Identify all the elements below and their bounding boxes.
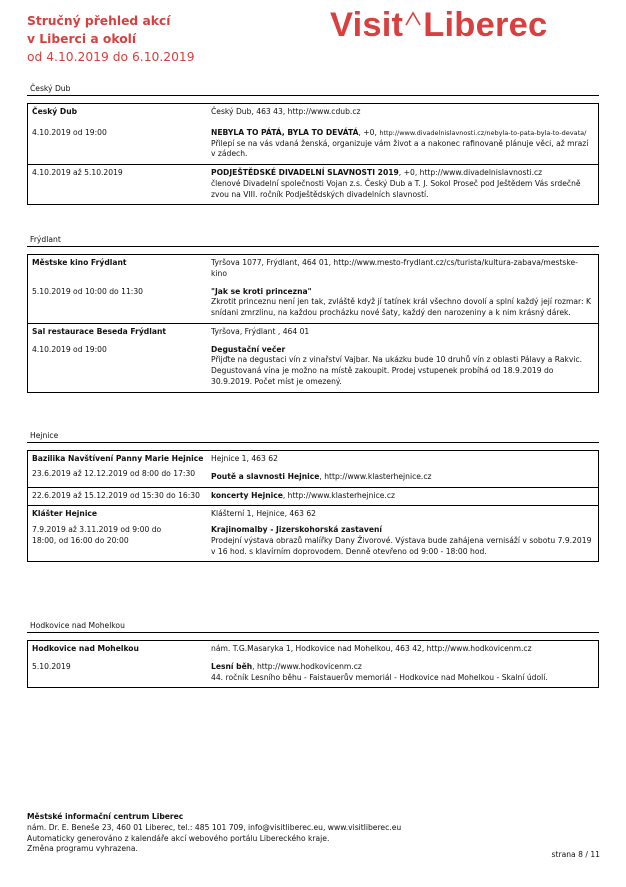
footer-note-generated: Automaticky generováno z kalendáře akcí webového portálu Libereckého kraje. xyxy=(27,833,330,843)
logo-liberec: Liberec xyxy=(423,6,548,44)
event-row xyxy=(28,164,598,204)
venue-address: Klášterní 1, Hejnice, 463 62 xyxy=(211,509,316,519)
venue-row xyxy=(28,505,598,520)
section-divider xyxy=(27,442,599,443)
event-date: 4.10.2019 od 19:00 xyxy=(32,344,107,354)
venue-row xyxy=(28,104,598,118)
venue-name: Hodkovice nad Mohelkou xyxy=(32,644,139,653)
event-date: 5.10.2019 xyxy=(32,661,71,671)
venue-address: Český Dub, 463 43, http://www.cdub.cz xyxy=(211,107,361,116)
event-description: Zkrotit princeznu není jen tak, zvláště když jí tatínek král všechno dovolí a splní každý její rozmar: K snídani zmrzlinu, na každou procházku nové šaty, každý den narozeniny a k nim krásný dárek. xyxy=(211,297,591,318)
event-meta: , +0, http://www.divadelnislavnosti.cz xyxy=(398,168,543,178)
section-hodkovice xyxy=(27,620,599,688)
logo-caret-icon xyxy=(403,8,423,40)
event-details xyxy=(209,284,598,323)
event-title: koncerty Hejnice xyxy=(211,490,283,500)
event-meta: , http://www.hodkovicenm.cz xyxy=(252,661,362,671)
title-line-1: Stručný přehled akcí xyxy=(27,14,171,28)
venue-table xyxy=(27,254,599,393)
section-cesky-dub xyxy=(27,83,599,205)
event-row xyxy=(28,342,598,392)
venue-table xyxy=(27,103,599,205)
section-name: Hejnice xyxy=(30,431,59,440)
event-title: Poutě a slavnosti Hejnice xyxy=(211,471,320,481)
page-number: strana 8 / 11 xyxy=(551,850,600,859)
section-name: Český Dub xyxy=(30,84,71,93)
venue-address: Tyršova, Frýdlant , 464 01 xyxy=(211,326,310,336)
venue-address: Hejnice 1, 463 62 xyxy=(211,454,278,463)
event-title: NEBYLA TO PÁTÁ, BYLA TO DEVÁTÁ xyxy=(211,127,359,137)
section-hejnice xyxy=(27,430,599,562)
event-row xyxy=(28,487,598,506)
event-meta: , +0, xyxy=(358,127,380,137)
venue-table xyxy=(27,450,599,562)
venue-name: Městske kino Frýdlant xyxy=(32,258,127,267)
venue-row xyxy=(28,255,598,280)
event-date: 23.6.2019 až 12.12.2019 od 8:00 do 17:30 xyxy=(32,468,196,478)
event-title: Degustační večer xyxy=(211,344,286,354)
event-details xyxy=(209,522,598,561)
event-date: 4.10.2019 až 5.10.2019 xyxy=(32,168,123,178)
event-meta: , http://www.klasterhejnice.cz xyxy=(319,471,432,481)
event-date: 7.9.2019 až 3.11.2019 od 9:00 do 18:00, od 16:00 do 20:00 xyxy=(32,525,162,545)
footer xyxy=(27,812,599,855)
event-description: 44. ročník Lesního běhu - Faistauerův memoriál - Hodkovice nad Mohelkou - Skalní údolí. xyxy=(211,672,548,682)
event-title: Lesní běh xyxy=(211,661,253,671)
venue-table xyxy=(27,640,599,688)
section-divider xyxy=(27,246,599,247)
event-date: 4.10.2019 od 19:00 xyxy=(32,127,107,137)
venue-row xyxy=(28,451,598,465)
date-range: od 4.10.2019 do 6.10.2019 xyxy=(27,50,195,65)
venue-address: Tyršova 1077, Frýdlant, 464 01, http://www.mesto-frydlant.cz/cs/turista/kultura-zabava/mestske-kino xyxy=(211,258,578,278)
footer-note-changes: Změna programu vyhrazena. xyxy=(27,844,138,854)
section-divider xyxy=(27,95,599,96)
event-description: členové Divadelní společnosti Vojan z.s. Český Dub a T. J. Sokol Proseč pod Ještědem Vás srdečně zvou na VIII. ročník Podještědských divadelních slavností. xyxy=(211,178,581,199)
event-description: Přijďte na degustaci vín z vinařství Vajbar. Na ukázku bude 10 druhů vín z oblasti Pálavy a Rakvic. Degustovaná vína je možno na místě zakoupit. Prodej vstupenek probíhá od 18.9.2019 do 30.9.2019. Počet míst je omezený. xyxy=(211,355,583,387)
venue-name: Bazilika Navštívení Panny Marie Hejnice xyxy=(32,454,204,463)
document-title xyxy=(27,12,195,66)
visit-liberec-logo xyxy=(330,8,547,43)
event-row xyxy=(28,659,598,688)
event-row xyxy=(28,125,598,164)
event-details xyxy=(209,466,598,487)
venue-row xyxy=(28,323,598,338)
event-row xyxy=(28,522,598,561)
event-meta: , http://www.klasterhejnice.cz xyxy=(282,490,395,500)
venue-row xyxy=(28,641,598,655)
event-details xyxy=(209,488,598,506)
venue-name: Sal restaurace Beseda Frýdlant xyxy=(32,326,166,336)
event-title: "Jak se kroti princezna" xyxy=(211,286,312,296)
venue-name: Klášter Hejnice xyxy=(32,509,98,519)
event-title: PODJEŠTĚDSKÉ DIVADELNÍ SLAVNOSTI 2019 xyxy=(211,168,399,178)
section-divider xyxy=(27,632,599,633)
venue-name: Český Dub xyxy=(32,107,78,116)
event-details xyxy=(209,342,598,392)
event-date: 22.6.2019 až 15.12.2019 od 15:30 do 16:30 xyxy=(32,490,200,500)
event-description: Přilepí se na vás vdaná ženská, organizuje vám život a a nakonec rafinovaně plánuje věci, až mrazí v zádech. xyxy=(211,138,589,159)
event-details xyxy=(209,165,598,204)
event-details xyxy=(209,659,598,688)
event-url[interactable]: http://www.divadelnislavnosti.cz/nebyla-to-pata-byla-to-devata/ xyxy=(379,128,587,137)
title-line-2: v Liberci a okolí xyxy=(27,32,137,47)
footer-org: Městské informační centrum Liberec xyxy=(27,812,184,821)
event-details xyxy=(209,125,598,164)
section-name: Hodkovice nad Mohelkou xyxy=(30,621,125,630)
section-frydlant xyxy=(27,234,599,393)
event-description: Prodejní výstava obrazů malířky Dany Živorové. Výstava bude zahájena vernisáží v sobotu 7.9.2019 v 16 hod. s klavírním doprovodem. Denně otevřeno od 9:00 - 18:00 hod. xyxy=(211,535,592,556)
event-row xyxy=(28,466,598,487)
event-row xyxy=(28,284,598,323)
logo-visit: Visit xyxy=(330,6,404,44)
section-name: Frýdlant xyxy=(30,235,61,244)
venue-address: nám. T.G.Masaryka 1, Hodkovice nad Mohelkou, 463 42, http://www.hodkovicenm.cz xyxy=(211,644,532,653)
event-date: 5.10.2019 od 10:00 do 11:30 xyxy=(32,286,144,296)
event-title: Krajinomalby - Jizerskohorská zastavení xyxy=(211,525,383,535)
footer-address: nám. Dr. E. Beneše 23, 460 01 Liberec, tel.: 485 101 709, info@visitliberec.eu, www.visitliberec.eu xyxy=(27,822,402,832)
